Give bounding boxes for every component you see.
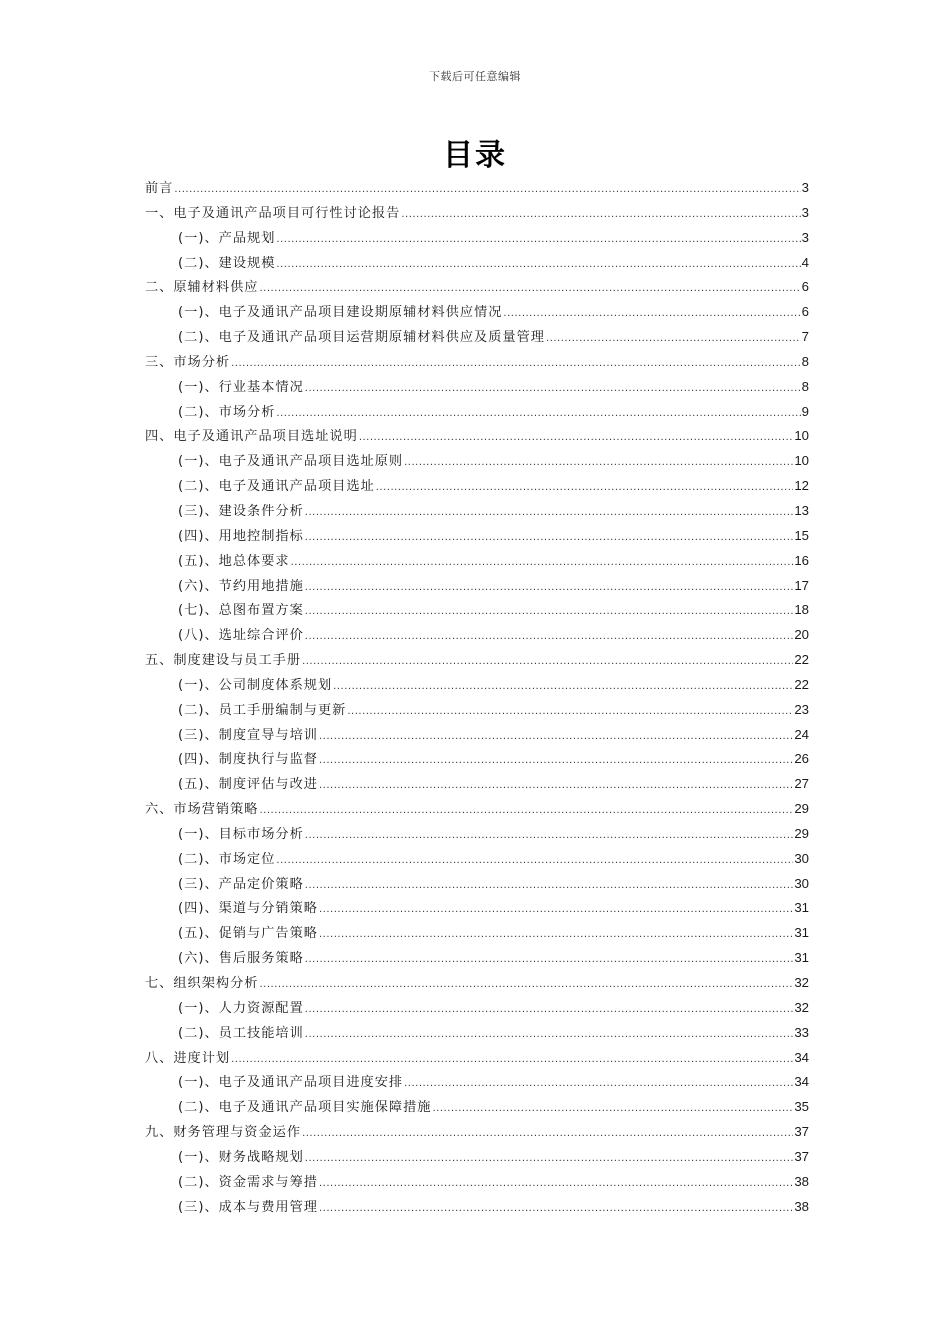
toc-dot-leader bbox=[359, 426, 794, 451]
toc-entry[interactable] bbox=[145, 400, 809, 425]
toc-entry[interactable] bbox=[145, 971, 809, 996]
toc-entry[interactable] bbox=[145, 1095, 809, 1120]
toc-entry[interactable] bbox=[145, 350, 809, 375]
toc-entry-page-number: 3 bbox=[801, 204, 809, 220]
toc-dot-leader bbox=[546, 327, 801, 352]
toc-entry-label: (四)、用地控制指标 bbox=[178, 528, 304, 544]
toc-entry-page-number: 35 bbox=[794, 1099, 809, 1115]
toc-dot-leader bbox=[319, 1197, 793, 1222]
toc-dot-leader bbox=[291, 551, 794, 576]
toc-entry-page-number: 8 bbox=[801, 378, 809, 394]
toc-entry-label: (一)、电子及通讯产品项目选址原则 bbox=[178, 454, 404, 470]
toc-entry-label: (八)、选址综合评价 bbox=[178, 628, 304, 644]
toc-entry[interactable] bbox=[145, 549, 809, 574]
toc-entry-label: (一)、财务战略规划 bbox=[178, 1149, 304, 1165]
toc-entry-label: 五、制度建设与员工手册 bbox=[145, 653, 302, 669]
toc-entry[interactable] bbox=[145, 1021, 809, 1046]
toc-entry-page-number: 31 bbox=[794, 925, 809, 941]
toc-dot-leader bbox=[401, 203, 800, 228]
toc-entry-page-number: 34 bbox=[794, 1074, 809, 1090]
toc-dot-leader bbox=[305, 625, 794, 650]
toc-dot-leader bbox=[260, 277, 801, 302]
toc-dot-leader bbox=[319, 749, 793, 774]
toc-entry-page-number: 31 bbox=[794, 950, 809, 966]
toc-dot-leader bbox=[231, 1048, 793, 1073]
toc-entry[interactable] bbox=[145, 698, 809, 723]
toc-entry-page-number: 9 bbox=[801, 403, 809, 419]
toc-dot-leader bbox=[305, 377, 801, 402]
toc-entry[interactable] bbox=[145, 772, 809, 797]
toc-entry-page-number: 23 bbox=[794, 701, 809, 717]
toc-entry[interactable] bbox=[145, 325, 809, 350]
toc-entry-label: (一)、行业基本情况 bbox=[178, 379, 304, 395]
toc-entry-label: (一)、公司制度体系规划 bbox=[178, 677, 333, 693]
toc-entry-label: (二)、电子及通讯产品项目选址 bbox=[178, 479, 375, 495]
toc-entry-page-number: 37 bbox=[794, 1148, 809, 1164]
toc-entry-page-number: 33 bbox=[794, 1024, 809, 1040]
toc-entry-label: (四)、制度执行与监督 bbox=[178, 752, 318, 768]
toc-entry-page-number: 38 bbox=[794, 1173, 809, 1189]
toc-entry-label: (二)、员工手册编制与更新 bbox=[178, 702, 347, 718]
toc-entry-page-number: 38 bbox=[794, 1198, 809, 1214]
toc-entry[interactable] bbox=[145, 226, 809, 251]
toc-entry[interactable] bbox=[145, 797, 809, 822]
toc-entry-label: (二)、电子及通讯产品项目运营期原辅材料供应及质量管理 bbox=[178, 330, 545, 346]
toc-dot-leader bbox=[305, 576, 794, 601]
toc-dot-leader bbox=[302, 1122, 793, 1147]
toc-dot-leader bbox=[174, 178, 800, 203]
toc-dot-leader bbox=[503, 302, 800, 327]
toc-entry-label: 八、进度计划 bbox=[145, 1050, 231, 1066]
toc-entry[interactable] bbox=[145, 822, 809, 847]
toc-entry-page-number: 24 bbox=[794, 726, 809, 742]
toc-entry-page-number: 8 bbox=[801, 353, 809, 369]
toc-entry[interactable] bbox=[145, 623, 809, 648]
toc-dot-leader bbox=[305, 526, 794, 551]
page-header: 下载后可任意编辑 bbox=[429, 70, 521, 83]
toc-entry-label: 七、组织架构分析 bbox=[145, 976, 259, 991]
toc-entry-label: (六)、售后服务策略 bbox=[178, 951, 304, 967]
toc-entry-page-number: 22 bbox=[794, 652, 809, 668]
toc-entry[interactable] bbox=[145, 1070, 809, 1095]
toc-entry-page-number: 30 bbox=[794, 850, 809, 866]
toc-entry-page-number: 17 bbox=[794, 577, 809, 593]
toc-dot-leader bbox=[305, 1147, 794, 1172]
toc-entry[interactable] bbox=[145, 747, 809, 772]
toc-entry-label: (七)、总图布置方案 bbox=[178, 603, 304, 619]
toc-entry[interactable] bbox=[145, 847, 809, 872]
toc-entry-label: (二)、电子及通讯产品项目实施保障措施 bbox=[178, 1100, 432, 1116]
toc-dot-leader bbox=[347, 700, 793, 725]
toc-dot-leader bbox=[231, 352, 801, 377]
table-of-contents bbox=[145, 176, 809, 1219]
toc-dot-leader bbox=[319, 725, 793, 750]
toc-entry-label: 六、市场营销策略 bbox=[145, 802, 259, 818]
toc-entry[interactable] bbox=[145, 1145, 809, 1170]
toc-entry-page-number: 37 bbox=[794, 1124, 809, 1140]
toc-entry-label: (五)、制度评估与改进 bbox=[178, 777, 318, 793]
toc-dot-leader bbox=[305, 824, 794, 849]
toc-entry[interactable] bbox=[145, 375, 809, 400]
toc-dot-leader bbox=[276, 253, 800, 278]
toc-entry[interactable] bbox=[145, 946, 809, 971]
toc-dot-leader bbox=[305, 874, 794, 899]
toc-entry[interactable] bbox=[145, 1120, 809, 1145]
toc-entry[interactable] bbox=[145, 524, 809, 549]
toc-entry[interactable] bbox=[145, 574, 809, 599]
toc-entry-page-number: 3 bbox=[801, 180, 809, 195]
toc-entry-label: 三、市场分析 bbox=[145, 354, 231, 370]
toc-entry[interactable] bbox=[145, 872, 809, 897]
toc-entry-label: 四、电子及通讯产品项目选址说明 bbox=[145, 429, 358, 445]
toc-entry-page-number: 3 bbox=[801, 229, 809, 245]
toc-dot-leader bbox=[302, 650, 793, 675]
toc-entry-label: 九、财务管理与资金运作 bbox=[145, 1125, 302, 1141]
toc-dot-leader bbox=[333, 675, 793, 700]
toc-entry[interactable] bbox=[145, 896, 809, 921]
toc-entry-label: (三)、产品定价策略 bbox=[178, 876, 304, 892]
toc-entry-label: (三)、建设条件分析 bbox=[178, 503, 304, 519]
toc-entry-page-number: 10 bbox=[794, 428, 809, 444]
toc-dot-leader bbox=[305, 501, 794, 526]
toc-dot-leader bbox=[404, 1072, 793, 1097]
toc-entry-page-number: 4 bbox=[801, 254, 809, 270]
toc-dot-leader bbox=[276, 228, 800, 253]
toc-entry-label: (三)、制度宣导与培训 bbox=[178, 727, 318, 743]
toc-dot-leader bbox=[305, 998, 794, 1023]
toc-entry-label: (二)、市场定位 bbox=[178, 851, 276, 867]
toc-dot-leader bbox=[319, 774, 793, 799]
toc-entry[interactable] bbox=[145, 598, 809, 623]
toc-dot-leader bbox=[319, 1172, 793, 1197]
toc-entry[interactable] bbox=[145, 1046, 809, 1071]
toc-entry-page-number: 31 bbox=[794, 900, 809, 916]
toc-entry-label: (一)、目标市场分析 bbox=[178, 826, 304, 842]
toc-entry-label: (二)、员工技能培训 bbox=[178, 1025, 304, 1041]
toc-dot-leader bbox=[305, 600, 794, 625]
toc-dot-leader bbox=[305, 948, 794, 973]
toc-dot-leader bbox=[305, 1023, 794, 1048]
toc-dot-leader bbox=[404, 451, 793, 476]
toc-entry-page-number: 7 bbox=[801, 329, 809, 345]
toc-entry-page-number: 32 bbox=[794, 975, 809, 990]
toc-entry[interactable] bbox=[145, 921, 809, 946]
toc-entry[interactable] bbox=[145, 648, 809, 673]
toc-dot-leader bbox=[260, 973, 794, 998]
toc-entry-label: (五)、地总体要求 bbox=[178, 553, 290, 569]
toc-entry[interactable] bbox=[145, 723, 809, 748]
toc-entry[interactable] bbox=[145, 300, 809, 325]
toc-dot-leader bbox=[276, 849, 793, 874]
toc-entry[interactable] bbox=[145, 996, 809, 1021]
toc-dot-leader bbox=[376, 476, 794, 501]
toc-dot-leader bbox=[432, 1097, 793, 1122]
toc-entry-label: (一)、人力资源配置 bbox=[178, 1000, 304, 1016]
toc-entry[interactable] bbox=[145, 449, 809, 474]
toc-entry-page-number: 26 bbox=[794, 751, 809, 767]
toc-entry[interactable] bbox=[145, 176, 809, 201]
toc-entry-label: 一、电子及通讯产品项目可行性讨论报告 bbox=[145, 205, 401, 221]
toc-entry-page-number: 18 bbox=[794, 602, 809, 618]
toc-entry-label: (三)、成本与费用管理 bbox=[178, 1199, 318, 1215]
toc-entry-label: (二)、市场分析 bbox=[178, 404, 276, 420]
toc-entry-label: (一)、电子及通讯产品项目进度安排 bbox=[178, 1075, 404, 1091]
toc-entry[interactable] bbox=[145, 275, 809, 300]
page-title: 目录 bbox=[443, 138, 507, 173]
toc-entry-page-number: 12 bbox=[794, 478, 809, 494]
toc-entry-page-number: 6 bbox=[801, 279, 809, 295]
toc-entry[interactable] bbox=[145, 201, 809, 226]
toc-entry-page-number: 29 bbox=[794, 825, 809, 841]
toc-entry-page-number: 27 bbox=[794, 776, 809, 792]
toc-entry-page-number: 10 bbox=[794, 453, 809, 469]
toc-entry-label: (二)、建设规模 bbox=[178, 255, 276, 271]
toc-entry[interactable] bbox=[145, 1195, 809, 1220]
toc-entry[interactable] bbox=[145, 673, 809, 698]
toc-entry-page-number: 13 bbox=[794, 502, 809, 518]
toc-dot-leader bbox=[260, 799, 794, 824]
toc-entry[interactable] bbox=[145, 1170, 809, 1195]
toc-entry-label: (二)、资金需求与筹措 bbox=[178, 1174, 318, 1190]
toc-entry-label: (四)、渠道与分销策略 bbox=[178, 901, 318, 917]
toc-entry-page-number: 34 bbox=[794, 1049, 809, 1065]
toc-entry-page-number: 20 bbox=[794, 627, 809, 643]
toc-dot-leader bbox=[319, 923, 793, 948]
toc-entry-label: (一)、产品规划 bbox=[178, 230, 276, 246]
toc-entry[interactable] bbox=[145, 424, 809, 449]
toc-entry-label: (一)、电子及通讯产品项目建设期原辅材料供应情况 bbox=[178, 305, 503, 321]
toc-entry-page-number: 16 bbox=[794, 552, 809, 568]
toc-entry[interactable] bbox=[145, 499, 809, 524]
toc-entry-label: 前言 bbox=[145, 181, 174, 196]
toc-entry-label: 二、原辅材料供应 bbox=[145, 280, 259, 296]
toc-entry[interactable] bbox=[145, 474, 809, 499]
toc-entry[interactable] bbox=[145, 251, 809, 276]
toc-dot-leader bbox=[319, 898, 793, 923]
toc-entry-label: (五)、促销与广告策略 bbox=[178, 926, 318, 942]
toc-entry-page-number: 15 bbox=[794, 527, 809, 543]
toc-entry-page-number: 6 bbox=[801, 304, 809, 320]
toc-entry-page-number: 30 bbox=[794, 875, 809, 891]
toc-entry-page-number: 32 bbox=[794, 999, 809, 1015]
toc-entry-page-number: 29 bbox=[794, 801, 809, 817]
toc-entry-label: (六)、节约用地措施 bbox=[178, 578, 304, 594]
toc-entry-page-number: 22 bbox=[794, 676, 809, 692]
toc-dot-leader bbox=[276, 402, 800, 427]
